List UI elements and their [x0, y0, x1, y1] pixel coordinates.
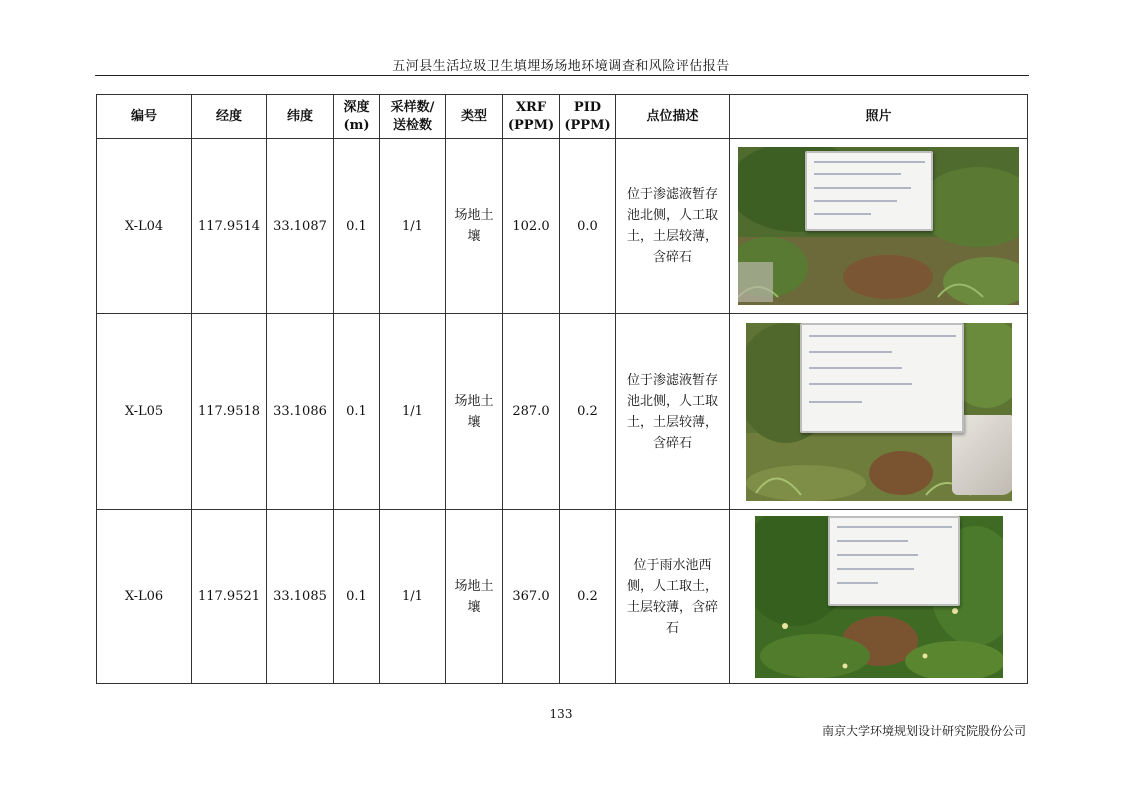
col-header-pid	[560, 95, 616, 139]
table-header-row	[97, 95, 1028, 139]
table-row	[97, 139, 1028, 314]
desc-line: 土层较薄，含碎	[626, 599, 718, 615]
col-header-id: 编号	[97, 95, 192, 139]
type-line: 场地土	[454, 393, 494, 409]
site-photo	[755, 516, 1003, 678]
type-line: 壤	[467, 229, 481, 244]
cell-latitude: 33.1086	[267, 314, 334, 510]
site-photo	[738, 147, 1019, 305]
cell-pid: 0.2	[560, 510, 616, 684]
table-row	[97, 510, 1028, 684]
type-line: 场地土	[454, 578, 494, 594]
col-header-latitude: 纬度	[267, 95, 334, 139]
col-header-photo: 照片	[730, 95, 1028, 139]
desc-line: 土，土层较薄，	[626, 414, 718, 430]
type-line: 壤	[467, 414, 481, 430]
cell-longitude: 117.9514	[192, 139, 267, 314]
cell-samples: 1/1	[380, 139, 446, 314]
depth-label: 深度	[343, 99, 370, 115]
type-line: 场地土	[454, 208, 494, 223]
cell-photo	[730, 314, 1028, 510]
type-line: 壤	[467, 599, 481, 615]
col-header-description: 点位描述	[616, 95, 730, 139]
header-divider	[95, 75, 1029, 76]
desc-line: 含碎石	[652, 435, 692, 451]
depth-unit: (m)	[343, 117, 370, 133]
cell-latitude: 33.1087	[267, 139, 334, 314]
footer-organization: 南京大学环境规划设计研究院股份公司	[821, 724, 1026, 738]
cell-samples: 1/1	[380, 510, 446, 684]
cell-xrf: 287.0	[503, 314, 560, 510]
desc-line: 池北侧，人工取	[626, 208, 718, 223]
desc-line: 土，土层较薄，	[626, 229, 718, 244]
xrf-label: XRF	[515, 99, 547, 115]
cell-depth: 0.1	[334, 314, 380, 510]
cell-latitude: 33.1085	[267, 510, 334, 684]
col-header-samples	[380, 95, 446, 139]
cell-pid: 0.0	[560, 139, 616, 314]
cell-photo	[730, 510, 1028, 684]
sample-label-board	[800, 323, 964, 433]
desc-line: 位于渗滤液暂存	[626, 372, 718, 388]
sampling-table	[96, 94, 1028, 684]
pid-label: PID	[573, 99, 602, 115]
col-header-xrf	[503, 95, 560, 139]
cell-type	[446, 510, 503, 684]
cell-id: X-L06	[97, 510, 192, 684]
col-header-type: 类型	[446, 95, 503, 139]
desc-line: 位于渗滤液暂存	[626, 187, 718, 202]
desc-line: 位于雨水池西	[633, 557, 712, 573]
cell-xrf: 102.0	[503, 139, 560, 314]
samples-label: 采样数/	[390, 99, 435, 115]
cell-longitude: 117.9521	[192, 510, 267, 684]
sent-label: 送检数	[392, 117, 432, 133]
cell-type	[446, 139, 503, 314]
sample-label-board	[805, 151, 933, 231]
desc-line: 含碎石	[652, 250, 692, 265]
cell-samples: 1/1	[380, 314, 446, 510]
desc-line: 石	[665, 620, 679, 636]
cell-pid: 0.2	[560, 314, 616, 510]
cell-photo	[730, 139, 1028, 314]
cell-depth: 0.1	[334, 139, 380, 314]
xrf-unit: (PPM)	[507, 117, 555, 133]
cell-description	[616, 139, 730, 314]
cell-id: X-L04	[97, 139, 192, 314]
cell-depth: 0.1	[334, 510, 380, 684]
cell-description	[616, 510, 730, 684]
pid-unit: (PPM)	[564, 117, 611, 133]
cell-type	[446, 314, 503, 510]
cell-id: X-L05	[97, 314, 192, 510]
cell-xrf: 367.0	[503, 510, 560, 684]
desc-line: 池北侧，人工取	[626, 393, 718, 409]
site-photo	[746, 323, 1012, 501]
page-number: 133	[549, 707, 573, 721]
desc-line: 侧，人工取土，	[626, 578, 718, 594]
col-header-depth	[334, 95, 380, 139]
col-header-longitude: 经度	[192, 95, 267, 139]
cell-longitude: 117.9518	[192, 314, 267, 510]
report-title: 五河县生活垃圾卫生填埋场场地环境调查和风险评估报告	[392, 59, 730, 74]
sample-label-board	[828, 516, 960, 606]
cell-description	[616, 314, 730, 510]
table-row	[97, 314, 1028, 510]
